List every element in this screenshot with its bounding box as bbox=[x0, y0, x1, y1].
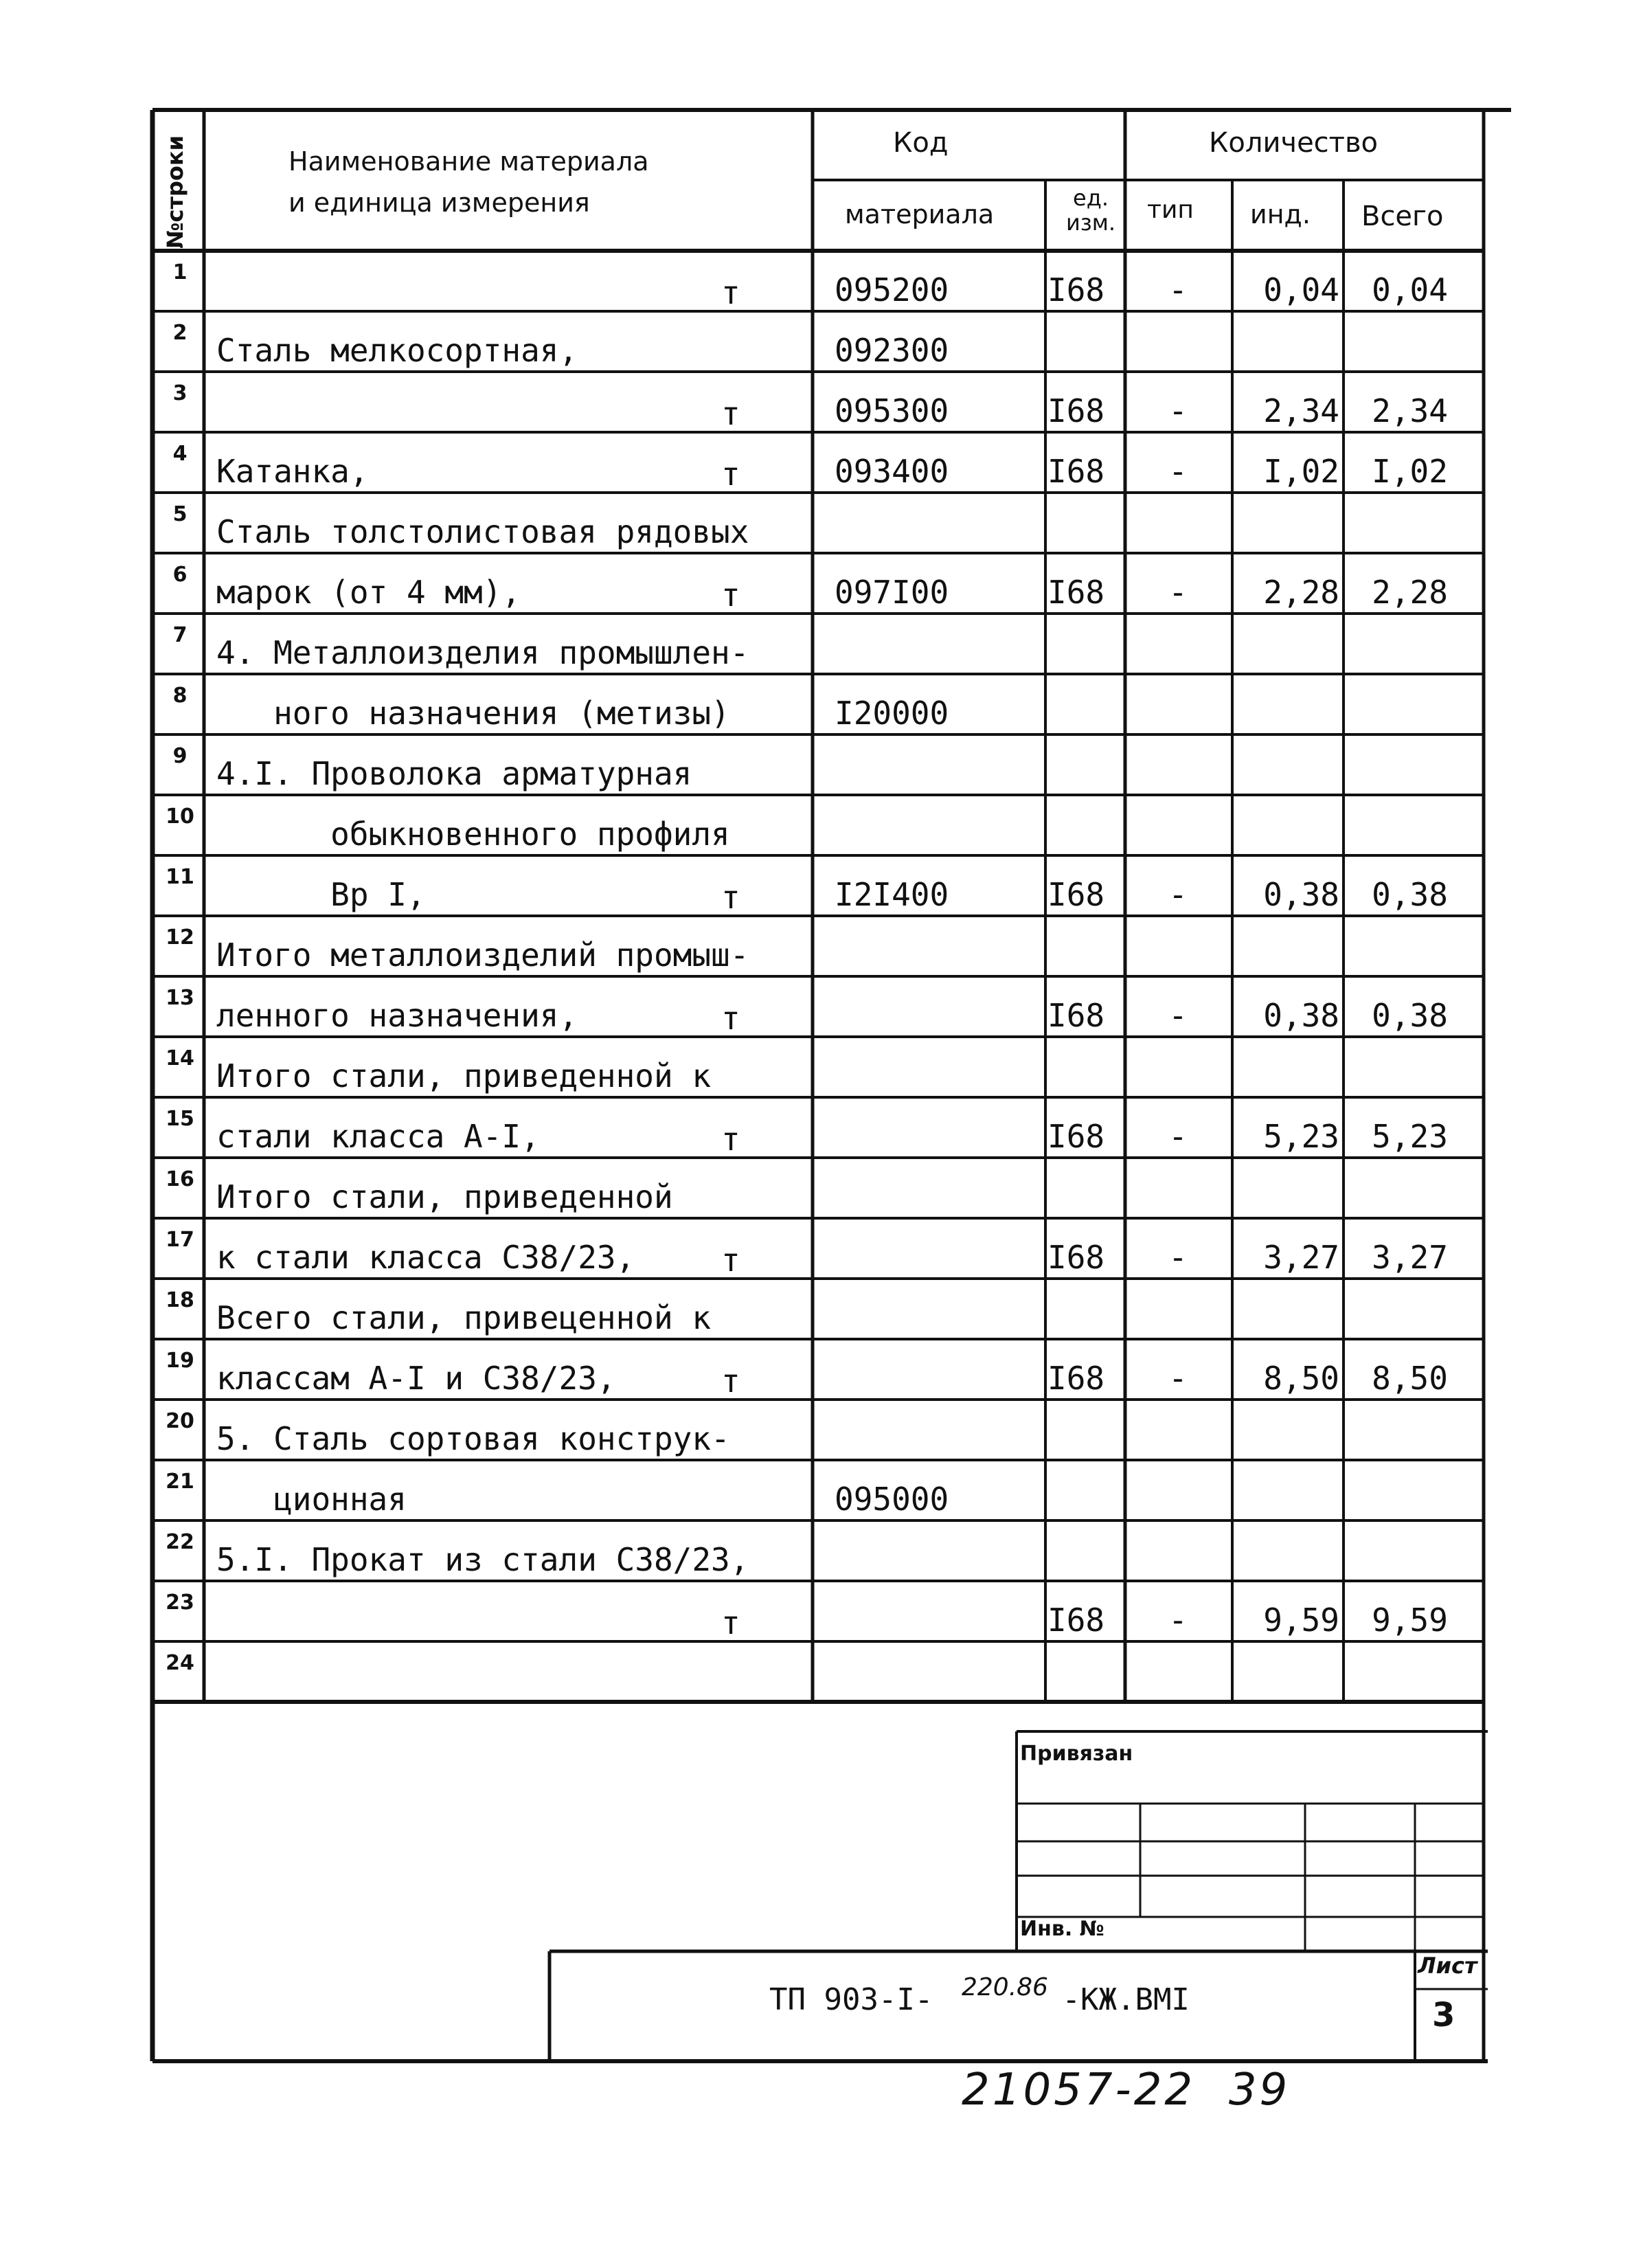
header-total: Всего bbox=[1361, 201, 1444, 232]
row-unit: I68 bbox=[1047, 876, 1105, 913]
row-unit: I68 bbox=[1047, 271, 1105, 308]
row-ind: 8,50 bbox=[1263, 1360, 1339, 1397]
row-unit: I68 bbox=[1047, 997, 1105, 1034]
row-code: I20000 bbox=[835, 695, 949, 732]
row-total: I,02 bbox=[1372, 453, 1448, 490]
row-number: 1 bbox=[172, 260, 188, 284]
row-name: ционная bbox=[216, 1481, 407, 1518]
row-name: ного назначения (метизы) bbox=[216, 695, 730, 732]
row-name: Всего стали, привеценной к bbox=[216, 1299, 712, 1336]
row-type: - bbox=[1168, 271, 1188, 308]
doc-code-part-a: ТП 903-I- bbox=[769, 1982, 933, 2017]
stamp-inv: Инв. № bbox=[1020, 1917, 1104, 1941]
row-type: - bbox=[1168, 1360, 1188, 1397]
row-unit-t: т bbox=[721, 879, 740, 916]
row-number: 18 bbox=[166, 1288, 194, 1312]
row-code: 093400 bbox=[835, 453, 949, 490]
row-ind: 0,38 bbox=[1263, 997, 1339, 1034]
row-code: 095000 bbox=[835, 1481, 949, 1518]
header-row-number: №строки bbox=[162, 135, 188, 249]
row-code: I2I400 bbox=[835, 876, 949, 913]
row-name: 4. Металлоизделия промышлен- bbox=[216, 634, 749, 671]
row-total: 2,34 bbox=[1372, 392, 1448, 429]
row-type: - bbox=[1168, 392, 1188, 429]
sheet-number: 3 bbox=[1432, 1996, 1455, 2034]
row-unit: I68 bbox=[1047, 392, 1105, 429]
row-total: 2,28 bbox=[1372, 574, 1448, 611]
row-unit-t: т bbox=[721, 1604, 740, 1641]
row-type: - bbox=[1168, 1239, 1188, 1276]
row-ind: 5,23 bbox=[1263, 1118, 1339, 1155]
sheet-label: Лист bbox=[1418, 1953, 1477, 1979]
row-name: 4.I. Проволока арматурная bbox=[216, 755, 692, 792]
row-unit-t: т bbox=[721, 395, 740, 432]
header-unit: ед. изм. bbox=[1065, 185, 1116, 236]
row-unit-t: т bbox=[721, 576, 740, 614]
row-number: 20 bbox=[166, 1409, 194, 1433]
row-name: ленного назначения, bbox=[216, 997, 578, 1034]
header-type: тип bbox=[1147, 196, 1194, 224]
row-name: Итого стали, приведенной к bbox=[216, 1057, 712, 1094]
row-code: 092300 bbox=[835, 332, 949, 369]
row-number: 15 bbox=[166, 1107, 194, 1131]
row-number: 4 bbox=[172, 442, 188, 466]
row-number: 9 bbox=[172, 744, 188, 768]
row-unit-t: т bbox=[721, 456, 740, 493]
row-ind: 0,38 bbox=[1263, 876, 1339, 913]
doc-code-part-b: -КЖ.ВМI bbox=[1044, 1982, 1190, 2017]
row-number: 19 bbox=[166, 1349, 194, 1373]
row-name: Сталь толстолистовая рядовых bbox=[216, 513, 749, 550]
row-total: 3,27 bbox=[1372, 1239, 1448, 1276]
row-number: 3 bbox=[172, 381, 188, 405]
row-total: 0,04 bbox=[1372, 271, 1448, 308]
doc-code-handwritten: 220.86 bbox=[962, 1973, 1048, 2001]
row-total: 5,23 bbox=[1372, 1118, 1448, 1155]
row-number: 21 bbox=[166, 1470, 194, 1494]
row-total: 0,38 bbox=[1372, 876, 1448, 913]
row-name: Катанка, bbox=[216, 453, 369, 490]
row-name: 5. Сталь сортовая конструк- bbox=[216, 1420, 730, 1457]
row-total: 0,38 bbox=[1372, 997, 1448, 1034]
row-ind: I,02 bbox=[1263, 453, 1339, 490]
row-unit: I68 bbox=[1047, 453, 1105, 490]
row-unit-t: т bbox=[721, 274, 740, 311]
row-code: 095200 bbox=[835, 271, 949, 308]
row-total: 9,59 bbox=[1372, 1602, 1448, 1639]
row-unit: I68 bbox=[1047, 574, 1105, 611]
row-number: 13 bbox=[166, 986, 194, 1010]
row-number: 2 bbox=[172, 321, 188, 345]
row-ind: 9,59 bbox=[1263, 1602, 1339, 1639]
row-ind: 2,28 bbox=[1263, 574, 1339, 611]
row-unit-t: т bbox=[721, 1242, 740, 1279]
row-name: классам А-I и С38/23, bbox=[216, 1360, 616, 1397]
row-unit: I68 bbox=[1047, 1118, 1105, 1155]
row-number: 23 bbox=[166, 1591, 194, 1615]
row-number: 16 bbox=[166, 1167, 194, 1191]
row-number: 17 bbox=[166, 1228, 194, 1252]
header-name: Наименование материала и единица измерения bbox=[288, 146, 649, 218]
row-name: марок (от 4 мм), bbox=[216, 574, 521, 611]
row-unit: I68 bbox=[1047, 1360, 1105, 1397]
footer-handwritten-number: 21057-22 39 bbox=[962, 2065, 1291, 2115]
header-ind: инд. bbox=[1250, 199, 1311, 229]
row-name: Сталь мелкосортная, bbox=[216, 332, 578, 369]
row-name: Вр I, bbox=[216, 876, 426, 913]
header-material: материала bbox=[845, 199, 995, 229]
row-name: к стали класса С38/23, bbox=[216, 1239, 635, 1276]
row-number: 14 bbox=[166, 1046, 194, 1070]
row-type: - bbox=[1168, 876, 1188, 913]
row-type: - bbox=[1168, 453, 1188, 490]
row-ind: 2,34 bbox=[1263, 392, 1339, 429]
row-code: 095300 bbox=[835, 392, 949, 429]
row-unit-t: т bbox=[721, 1362, 740, 1400]
header-code: Код bbox=[893, 127, 949, 159]
row-ind: 3,27 bbox=[1263, 1239, 1339, 1276]
row-number: 8 bbox=[172, 684, 188, 708]
row-type: - bbox=[1168, 574, 1188, 611]
row-number: 5 bbox=[172, 502, 188, 526]
row-number: 10 bbox=[166, 805, 194, 829]
row-unit-t: т bbox=[721, 1121, 740, 1158]
row-name: Итого металлоизделий промыш- bbox=[216, 936, 749, 974]
row-code: 097I00 bbox=[835, 574, 949, 611]
row-ind: 0,04 bbox=[1263, 271, 1339, 308]
row-unit: I68 bbox=[1047, 1239, 1105, 1276]
row-unit: I68 bbox=[1047, 1602, 1105, 1639]
row-type: - bbox=[1168, 997, 1188, 1034]
row-type: - bbox=[1168, 1118, 1188, 1155]
row-name: стали класса А-I, bbox=[216, 1118, 540, 1155]
row-name: 5.I. Прокат из стали С38/23, bbox=[216, 1541, 749, 1578]
header-quantity: Количество bbox=[1209, 127, 1379, 159]
row-number: 6 bbox=[172, 563, 188, 587]
row-number: 24 bbox=[166, 1651, 194, 1675]
row-unit-t: т bbox=[721, 1000, 740, 1037]
row-number: 11 bbox=[166, 865, 194, 889]
row-total: 8,50 bbox=[1372, 1360, 1448, 1397]
row-number: 12 bbox=[166, 925, 194, 950]
row-number: 7 bbox=[172, 623, 188, 647]
stamp-privyazan: Привязан bbox=[1020, 1742, 1133, 1766]
row-type: - bbox=[1168, 1602, 1188, 1639]
row-number: 22 bbox=[166, 1530, 194, 1554]
row-name: Итого стали, приведенной bbox=[216, 1178, 673, 1215]
row-name: обыкновенного профиля bbox=[216, 816, 730, 853]
